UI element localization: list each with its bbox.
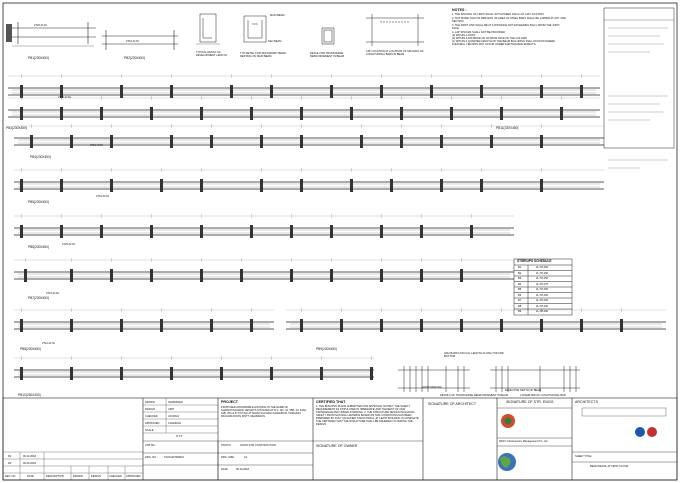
beam-label-pb2: PB2(230X450) bbox=[124, 56, 145, 60]
globe-icon bbox=[498, 453, 516, 471]
top-detail-beam-2 bbox=[102, 30, 178, 50]
stirrup-spec: 2L-T8-150 bbox=[536, 304, 548, 308]
checked-label: CHECKED bbox=[145, 415, 158, 418]
stirrup-beam: B1 bbox=[518, 266, 522, 269]
transverse-detail bbox=[322, 28, 334, 44]
beam-label-pb5: PB5(230X450) bbox=[28, 200, 49, 204]
bar-label-7: 2T16 ALTH bbox=[46, 292, 59, 295]
stirrup-spec: 2L-T8-150 bbox=[536, 271, 548, 275]
status-label: STATUS bbox=[221, 444, 231, 447]
sec-beam-label: SEC BEAM bbox=[268, 40, 282, 43]
drg-size: A1 bbox=[244, 456, 248, 459]
stirrup-beam: B3 bbox=[518, 277, 522, 280]
beam-label-pb9: PB9(230X450) bbox=[316, 347, 337, 351]
design-label: DESIGN bbox=[145, 408, 155, 411]
extra-bars-label: 4#12 BARS FOR FULL LENGTH ALONG TOP AND BOTTOM bbox=[444, 352, 504, 358]
stirrup-spec: 2L-T8-150 bbox=[536, 277, 548, 280]
company-name: RDAY Infrastructure Management Pvt. Ltd. bbox=[499, 440, 549, 443]
scale-value: N.T.S bbox=[176, 435, 183, 438]
stirrup-spec: 2L-T8-150 bbox=[536, 266, 548, 269]
detail-typical-dev: TYPICAL DETAIL OF DEVELOPMENT LENGTH bbox=[196, 51, 227, 57]
beam-label-pb1: PB1(230X450) bbox=[28, 56, 49, 60]
scale-label: SCALE bbox=[145, 429, 154, 432]
sig-owner: SIGNATURE OF OWNER bbox=[316, 444, 358, 448]
project-label: PROJECT bbox=[221, 400, 238, 404]
date-label: DATE bbox=[221, 468, 228, 471]
date-value: 06.10.2018 bbox=[236, 468, 249, 471]
secondary-beam-detail bbox=[244, 16, 266, 42]
stirrup-beam: B2 bbox=[518, 271, 522, 275]
project-text: PROPOSED AFFORDABLE HOUSING IN THE NAME OF SHANKITINGHANK HEIGHTS SITUATED AT R.S. NO. 42, 55B, 43, 44A6, 44B, 45A & 47 KOTAHI AT MAJHI KULDANI KARANPUR, PARGANA PACHIMA DOON DISTT. DEHRADUN bbox=[221, 406, 307, 418]
note-5: (a) WITHIN A JOINT bbox=[452, 34, 476, 37]
stirrup-beam: B6 bbox=[518, 293, 522, 297]
bar-label-2: 2T16 ALTH bbox=[126, 40, 139, 43]
design-by: UMIT bbox=[168, 408, 175, 411]
approved-by: CHANDAN bbox=[168, 422, 181, 425]
drawn-by: SAMRADER bbox=[168, 401, 183, 404]
status-value: GOOD FOR CONSTRUCTION bbox=[240, 444, 276, 447]
diameter-label: 2 DIAMETER OF LONGITUDINAL BAR bbox=[520, 394, 566, 397]
top-detail-beam-1 bbox=[6, 22, 96, 46]
hoop-spacing-label: HOOP SPACING bbox=[422, 386, 442, 389]
bar-label-6: 2T20 ALTH bbox=[62, 243, 75, 246]
note-3: 3. THE FIRST LINK SHALL BE AT A DISTANCE NOT EXCEEDING 50mm FROM THE JOINT FACE. bbox=[452, 24, 560, 30]
stirrup-spec: 2L-T8-150 bbox=[536, 288, 548, 291]
stirrup-beam: B5 bbox=[518, 288, 522, 291]
rev-header-approved: APPROVED bbox=[126, 475, 141, 478]
stirrup-beam: B4 bbox=[518, 282, 522, 286]
beam-elevations bbox=[8, 74, 666, 380]
rev-r0: R0 bbox=[8, 462, 12, 465]
rev-header-date: DATE bbox=[27, 475, 34, 478]
stirrup-beam: B9 bbox=[518, 310, 522, 313]
beam-label-pb8: PB8(230X450) bbox=[20, 347, 41, 351]
rev-header-checked: CHECKED bbox=[109, 475, 122, 478]
rev-r0-date: 06.09.2018 bbox=[23, 462, 36, 465]
typical-dev-length-detail bbox=[196, 14, 220, 44]
detail-transverse: DETAIL FOR TRANSVERSE REINFORCEMENT IN BEAM bbox=[310, 52, 344, 58]
bar-label-8: 2T12 ALTH bbox=[42, 342, 55, 345]
stirrup-spec: 2L-T8-175 bbox=[536, 282, 548, 286]
sig-architect: SIGNATURE OF ARCHITECT bbox=[428, 402, 477, 406]
beam-label-pb4: PB4(230X450) bbox=[30, 155, 51, 159]
checked-by: JAYARAJ bbox=[168, 415, 180, 418]
note-7: (c) WITHIN A QUARTER LENGTH OF THE BEAM INCLUDING THE LOCATION WHERE FLEXURAL YIELDING MAY OCCUR UNDER EARTHQUAKE EFFECTS. bbox=[452, 40, 555, 46]
rev-header-drawn: DRAWN bbox=[73, 475, 83, 478]
drg-size-label: DRG. SIZE bbox=[221, 456, 234, 459]
bar-label-4: 2T12 ALTH bbox=[90, 144, 103, 147]
note-4: 4. LAP SPLICES SHALL NOT BE PROVIDED: bbox=[452, 31, 506, 34]
rev-header-design: DESIGN bbox=[91, 475, 101, 478]
stirrup-beam: B8 bbox=[518, 304, 522, 308]
bar-label-1: 2T20 ALTH bbox=[34, 24, 47, 27]
approved-label: APPROVED bbox=[145, 422, 160, 425]
bar-label-5: 2T16 ALTH bbox=[96, 195, 109, 198]
right-strip-lines bbox=[608, 28, 668, 168]
stirrup-spec: 2L-T8-150 bbox=[536, 299, 548, 302]
bar-label-3: 2T20 ALTH bbox=[58, 96, 71, 99]
lap-location-detail bbox=[366, 14, 424, 46]
beam-label-pb7: PB7(230X450) bbox=[28, 296, 49, 300]
rev-header-desc: DESCRIPTION bbox=[46, 475, 64, 478]
beam-label-pb11: PB11(230X450) bbox=[496, 126, 519, 130]
effective-depth-label: EFFECTIVE DEPTH OF BEAM bbox=[505, 389, 542, 392]
stirrups-title: STIRRUPS SCHEDULE bbox=[517, 259, 552, 263]
stirrup-beam: B7 bbox=[518, 299, 522, 302]
stirrup-spec: 2L-T8-150 bbox=[536, 293, 548, 297]
rev-r1-date: 06.10.2018 bbox=[23, 455, 36, 458]
rev-header-no: REV. NO. bbox=[5, 475, 17, 478]
architects-label: ARCHITECTS bbox=[575, 400, 598, 404]
rev-r1: R1 bbox=[8, 455, 12, 458]
note-1: 1. THE SPACING OF LINKS SHALL NOT EXCEED 150mm AT LAP LOCATION. bbox=[452, 13, 545, 16]
notes-block bbox=[452, 8, 566, 46]
beam-label-pb10: PB10(230X450) bbox=[18, 393, 41, 397]
job-label: JOB NO. bbox=[145, 444, 156, 447]
beam-label-pb6: PB6(230X450) bbox=[28, 245, 49, 249]
stirrup-spec: 2L-T8-200 bbox=[536, 310, 548, 313]
drg-no-label: DRG. NO. bbox=[145, 456, 157, 459]
details-trans-label: DETAILS OF TRANSVERSE REINFORCEMENT IN BEAM bbox=[440, 394, 508, 397]
notes-title: NOTES : bbox=[452, 8, 467, 12]
drawn-label: DRAWN bbox=[145, 401, 155, 404]
detail-lap-location: LAP LOCATION AT LOCATION OF SPLICING OF LONGITUDINAL BARS IN BEAM bbox=[366, 50, 424, 56]
sheet-title: BEAM DETAIL AT FIRST FLOOR bbox=[590, 465, 629, 468]
beam-label-pb3: PB3(230X450) bbox=[6, 126, 27, 130]
cert-title: CERTIFIED THAT bbox=[316, 400, 346, 404]
detail-secondary-beam: TYP DETAIL FOR SECONDARY BEAM RESTING ON MAIN BEAM bbox=[240, 52, 286, 58]
sheet-title-label: SHEET TITLE bbox=[575, 455, 592, 458]
main-beam-label: MAIN BEAM bbox=[270, 14, 285, 17]
architect-logo bbox=[582, 408, 666, 437]
sig-str-engg: SIGNATURE OF STR. ENGG. bbox=[506, 400, 555, 404]
note-2: 2. NOT MORE THAN 50 PERCENT OF AREA OF STEEL BARS SHALL BE LAPPED AT ANY ONE SECTION. bbox=[452, 17, 566, 23]
note-6: (b) WITHIN A DISTANCE OF 2d FROM FACE OF THE COLUMN bbox=[452, 37, 527, 40]
drg-no: TAHSHSTRMD/1 bbox=[164, 456, 184, 459]
company-logo bbox=[501, 414, 515, 428]
cert-text: 1. THE BUILDING PLANS SUBMITTED FOR APPROVAL SATISFY THE SAFETY REQUIREMENT AS STIPULATED IN 'IMMEDIATE' AND THE BEST OF OUR KNOWLEDGE AND UNDER STANDING. 2. THE STRUCTURE DESIGN INCLUDING SAFETY FROM NATURAL HAZARDS BASED ON SOIL CONDITIONS HAS BEEN PREPARED BY DULY QUALIFIED STRUCTURAL. AT LEAST BUILDING IS COMPLETE. THE CERTIFIED THAT THE STRUCTURE SHALL BE ADHERED TO DURING THE DESIGN. bbox=[316, 405, 420, 426]
